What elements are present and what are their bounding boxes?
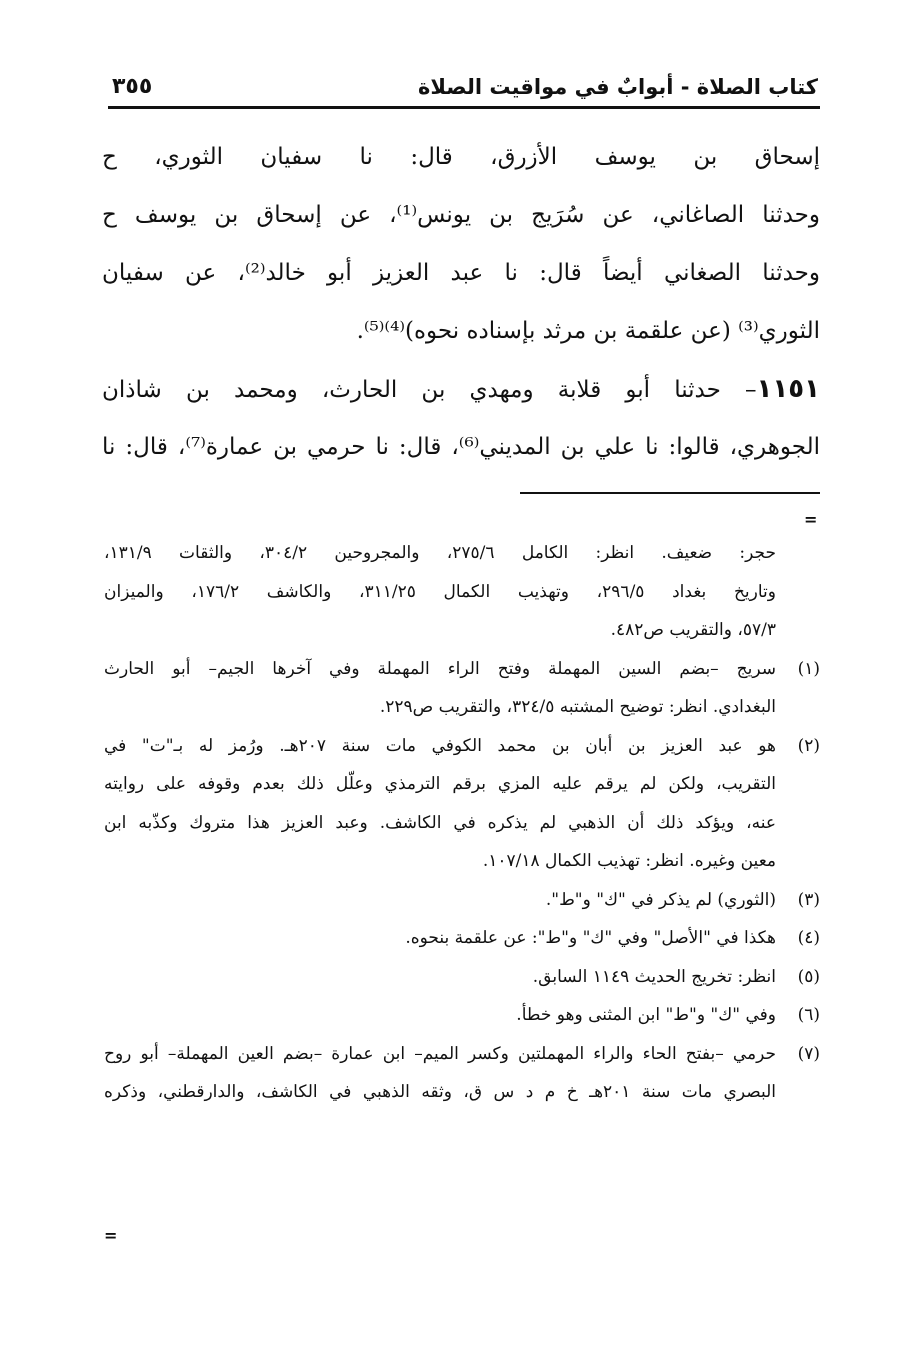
footnote-7 (104, 1035, 820, 1112)
footnote-line: حرمي –بفتح الحاء والراء المهملتين وكسر الميم– ابن عمارة –بضم العين المهملة– أبو روح (104, 1043, 776, 1064)
header-rule (108, 106, 820, 109)
continuation-mark: = (804, 510, 818, 529)
running-title: كتاب الصلاة - أبوابٌ في مواقيت الصلاة (417, 75, 818, 99)
footnote-number: (٣) (797, 889, 820, 910)
footnote-number: (٦) (797, 1005, 820, 1025)
footnote-3 (104, 881, 820, 920)
footnote-continuation (104, 534, 820, 650)
footnote-2 (104, 727, 820, 881)
footnote-6 (104, 996, 820, 1035)
footnote-line: البصري مات سنة ٢٠١هـ خ م د س ق، وثقه الذهبي في الكاشف، والدارقطني، وذكره (104, 1082, 776, 1102)
text-line: وحدثنا الصغاني أيضاً قال: نا عبد العزيز أبو خالد⁽²⁾، عن سفيان (102, 260, 820, 286)
footnote-line: سريج –بضم السين المهملة وفتح الراء المهملة وفي آخرها الجيم– أبو الحارث (104, 658, 776, 679)
footnote-5 (104, 958, 820, 997)
hadith-line (102, 360, 820, 418)
hadith-text: – حدثنا أبو قلابة ومهدي بن الحارث، ومحمد بن شاذان (102, 377, 757, 403)
footnote-4 (104, 919, 820, 958)
footnote-number: (٤) (797, 928, 820, 948)
main-text (102, 128, 820, 476)
footnote-line: وفي "ك" و"ط" ابن المثنى وهو خطأ. (516, 1005, 776, 1025)
footnote-line: التقريب، ولكن لم يرقم عليه المزي برقم الترمذي وعلّل ذلك بعدم وقوفه على روايته (104, 774, 776, 794)
footnote-number: (٢) (797, 735, 820, 756)
footnote-line: ٥٧/٣، والتقريب ص٤٨٢. (610, 620, 776, 640)
footnote-line: وتاريخ بغداد ٢٩٦/٥، وتهذيب الكمال ٣١١/٢٥، والكاشف ١٧٦/٢، والميزان (104, 581, 776, 602)
footnote-line: معين وغيره. انظر: تهذيب الكمال ١٠٧/١٨. (482, 851, 776, 871)
footnote-line: انظر: تخريج الحديث ١١٤٩ السابق. (532, 966, 776, 987)
footnote-line: حجر: ضعيف. انظر: الكامل ٢٧٥/٦، والمجروحين ٣٠٤/٢، والثقات ١٣١/٩، (104, 543, 776, 563)
footnote-line: هكذا في "الأصل" وفي "ك" و"ط": عن علقمة بنحوه. (405, 928, 776, 948)
running-head (108, 70, 818, 104)
text-line: إسحاق بن يوسف الأزرق، قال: نا سفيان الثوري، ح (102, 144, 820, 170)
text-line: وحدثنا الصاغاني، عن سُرَيج بن يونس⁽¹⁾، عن إسحاق بن يوسف ح (102, 202, 820, 228)
footnote-line: البغدادي. انظر: توضيح المشتبه ٣٢٤/٥، والتقريب ص٢٢٩. (379, 697, 776, 717)
continuation-mark: = (104, 1226, 118, 1245)
footnote-line: هو عبد العزيز بن أبان بن محمد الكوفي مات سنة ٢٠٧هـ. ورُمز له بـ"ت" في (104, 735, 776, 756)
footnote-1 (104, 650, 820, 727)
hadith-number: ١١٥١ (756, 374, 820, 404)
footnote-number: (٥) (797, 966, 820, 987)
text-line: الثوري⁽³⁾ (عن علقمة بن مرثد بإسناده نحوه)⁽⁴⁾⁽⁵⁾. (356, 318, 820, 344)
footnote-number: (١) (797, 658, 820, 679)
footnote-number: (٧) (797, 1043, 820, 1064)
footnotes (104, 534, 820, 1112)
footnote-separator (520, 492, 820, 494)
text-line: الجوهري، قالوا: نا علي بن المديني⁽⁶⁾، قال: نا حرمي بن عمارة⁽⁷⁾، قال: نا (102, 434, 820, 460)
footnote-line: (الثوري) لم يذكر في "ك" و"ط". (545, 889, 776, 910)
page-number: ٣٥٥ (112, 74, 153, 99)
footnote-line: عنه، ويؤكد ذلك أن الذهبي لم يذكره في الكاشف. وعبد العزيز هذا متروك وكذّبه ابن (104, 812, 776, 833)
